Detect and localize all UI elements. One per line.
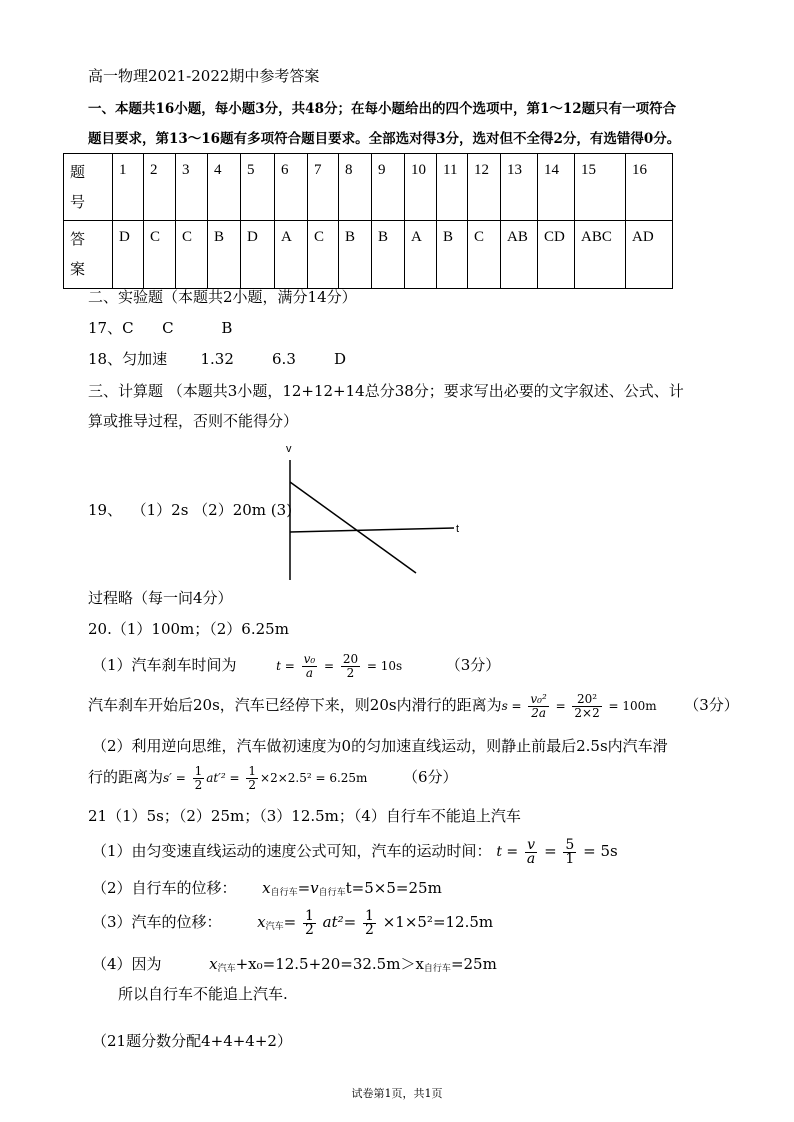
- row-header-number: 题号: [64, 154, 113, 221]
- answer-cell: B: [378, 229, 389, 245]
- question-number: 3: [182, 162, 190, 178]
- q21-conclusion: 所以自行车不能追上汽车.: [118, 985, 288, 1003]
- section3-heading-line2: 算或推导过程，否则不能得分）: [88, 412, 299, 430]
- question-number: 7: [314, 162, 322, 178]
- answer-cell: C: [474, 229, 485, 245]
- answer-cell: AB: [507, 229, 528, 245]
- q20-summary: 20.（1）100m；（2）6.25m: [88, 620, 289, 638]
- velocity-line: [290, 482, 416, 573]
- page-footer: 试卷第1页，共1页: [351, 1087, 443, 1100]
- q20-part1: （1）汽车刹车时间为 t = $\frac{\text{v₀}}{a}$ = $\frac{20}{2}$ = 10s （3分）: [92, 651, 501, 680]
- answer-cell: D: [247, 229, 258, 245]
- section1-intro-line1: 一、本题共16小题，每小题3分，共48分；在每小题给出的四个选项中，第1～12题只有一项符合: [88, 101, 677, 117]
- question-number: 5: [247, 162, 255, 178]
- question-number: 12: [474, 162, 489, 178]
- table-row-answers: [64, 221, 673, 289]
- question-number: 16: [632, 162, 647, 178]
- q20-part2-text: （2）利用逆向思维，汽车做初速度为0的匀加速直线运动，则静止前最后2.5s内汽车滑: [92, 737, 668, 755]
- table-row-numbers: [64, 154, 673, 221]
- fraction: $\frac{\text{v₀}}{a}$: [303, 651, 316, 680]
- section1-intro-line2: 题目要求，第13～16题有多项符合题目要求。全部选对得3分，选对但不全得2分，有选错得0分。: [88, 131, 681, 147]
- answer-cell: C: [182, 229, 193, 245]
- q17-answer: 17、C C B: [88, 319, 233, 337]
- v-axis-label: v: [286, 443, 292, 455]
- question-number: 14: [544, 162, 559, 178]
- q21-part4: （4）因为 $x_{汽车}+x_0=12.5+20=32.5m>x_{自行车}=25m$: [92, 955, 497, 974]
- q20-part2-formula: 行的距离为s′ = $\frac{1}{2}$ at′² = $\frac{1}{2}$ ×2×2.5² = 6.25m （6分）: [88, 763, 458, 792]
- row-header-answer: 答案: [64, 221, 113, 289]
- fraction: $\frac{1}{2}$: [194, 763, 203, 792]
- vt-graph: [276, 440, 476, 585]
- question-number: 9: [378, 162, 386, 178]
- answer-cell: B: [443, 229, 454, 245]
- fraction: $\frac{5}{1}$: [565, 836, 575, 867]
- t-axis-label: t: [456, 523, 460, 535]
- fraction: $\frac{20}{2}$: [342, 651, 359, 680]
- question-number: 2: [150, 162, 158, 178]
- q21-part3: （3）汽车的位移： $x_{汽车}=$ $\frac{1}{2}$ at²= $\frac{1}{2}$ ×1×5²=12.5m: [92, 907, 494, 938]
- answer-cell: B: [214, 229, 225, 245]
- answer-cell: D: [119, 229, 130, 245]
- answer-cell: A: [281, 229, 292, 245]
- fraction: $\frac{1}{2}$: [248, 763, 257, 792]
- question-number: 11: [443, 162, 458, 178]
- question-number: 15: [581, 162, 596, 178]
- q21-score-note: （21题分数分配4+4+4+2）: [92, 1032, 292, 1050]
- answer-cell: ABC: [581, 229, 612, 245]
- answer-cell: A: [411, 229, 422, 245]
- fraction: $\frac{\text{20²}}{2\times 2}$: [574, 691, 600, 720]
- q20-part1-distance: 汽车刹车开始后20s，汽车已经停下来，则20s内滑行的距离为s = $\frac{\text{v₀²}}{2a}$ = $\frac{\text{20²}}{2\times 2}$ = 100m （3分）: [88, 691, 739, 720]
- section3-heading-line1: 三、计算题 （本题共3小题，12+12+14总分38分；要求写出必要的文字叙述、公式、计: [88, 382, 684, 400]
- answer-cell: CD: [544, 229, 565, 245]
- answer-cell: AD: [632, 229, 654, 245]
- fraction: $\frac{1}{2}$: [365, 907, 374, 938]
- question-number: 1: [119, 162, 127, 178]
- q19-note: 过程略（每一问4分）: [88, 589, 233, 607]
- q21-part2: （2）自行车的位移： $x_{自行车}=v_{自行车}t=5\times 5=25m$: [92, 879, 442, 898]
- q19-answer: 19、 （1）2s （2）20m (3): [88, 501, 293, 519]
- fraction: $\frac{\text{v₀²}}{2a}$: [530, 691, 547, 720]
- q21-summary: 21（1）5s；（2）25m；（3）12.5m；（4）自行车不能追上汽车: [88, 807, 521, 825]
- question-number: 10: [411, 162, 426, 178]
- question-number: 13: [507, 162, 522, 178]
- fraction: $\frac{v}{a}$: [526, 836, 536, 867]
- q21-part1: （1）由匀变速直线运动的速度公式可知，汽车的运动时间： t = $\frac{v}{a}$ = $\frac{5}{1}$ = 5s: [92, 836, 618, 867]
- question-number: 8: [345, 162, 353, 178]
- answer-cell: B: [345, 229, 356, 245]
- answer-cell: C: [150, 229, 161, 245]
- fraction: $\frac{1}{2}$: [304, 907, 314, 938]
- page-title: 高一物理2021-2022期中参考答案: [88, 67, 320, 85]
- question-number: 6: [281, 162, 289, 178]
- question-number: 4: [214, 162, 222, 178]
- answer-table: [63, 153, 673, 289]
- t-axis: [290, 528, 454, 532]
- section2-heading: 二、实验题（本题共2小题，满分14分）: [88, 288, 357, 306]
- q18-answer: 18、匀加速 1.32 6.3 D: [88, 350, 347, 368]
- answer-cell: C: [314, 229, 325, 245]
